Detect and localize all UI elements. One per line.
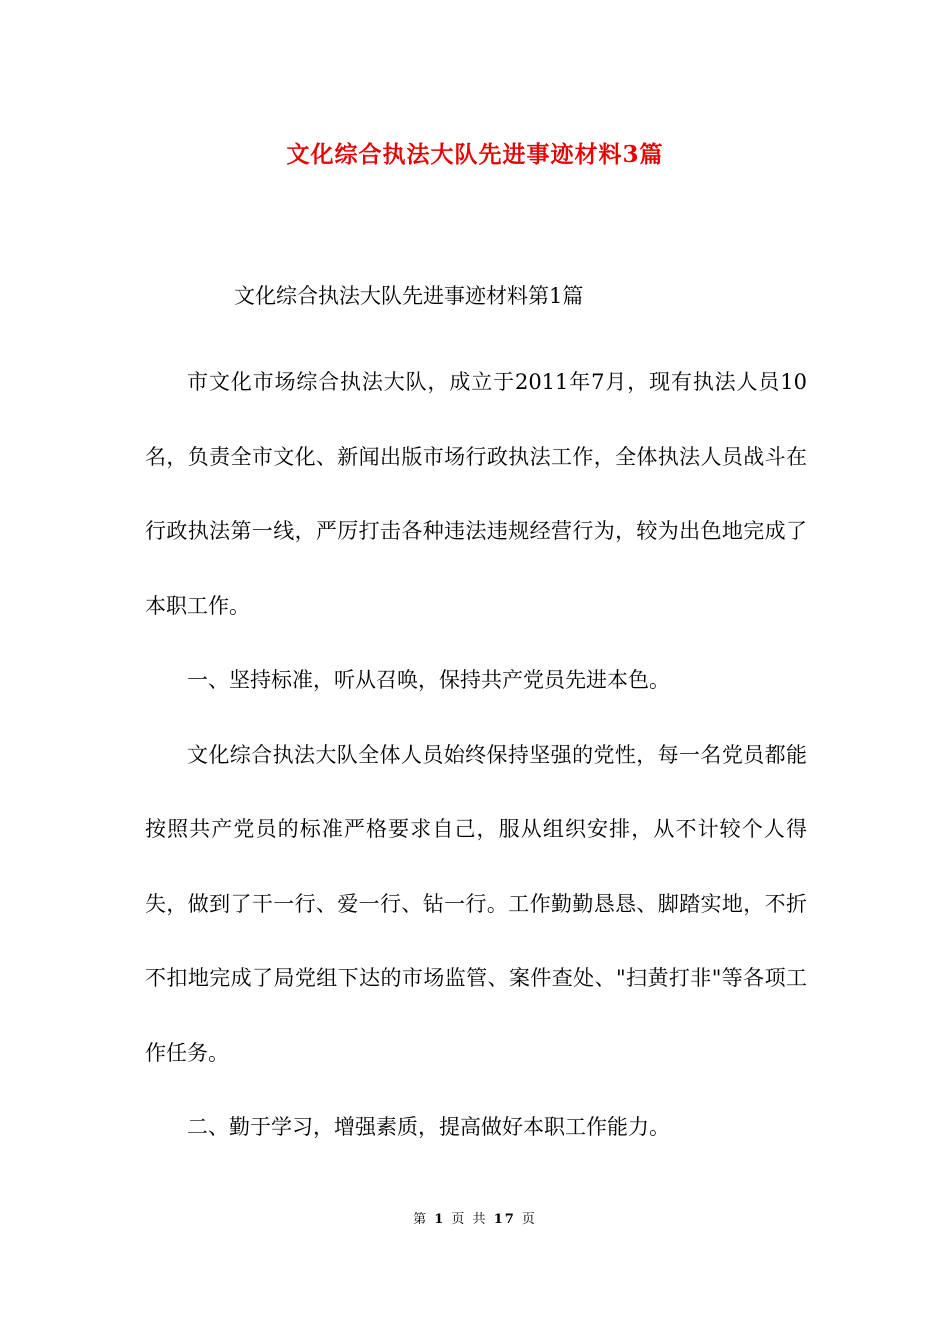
document-body xyxy=(145,345,807,1165)
paragraph: 二、勤于学习，增强素质，提高做好本职工作能力。 xyxy=(187,1115,670,1139)
page-footer xyxy=(0,1208,950,1227)
current-page-number: 1 xyxy=(434,1212,446,1227)
paragraph: 市文化市场综合执法大队，成立于2011年7月，现有执法人员10名，负责全市文化、新闻出版市场行政执法工作，全体执法人员战斗在行政执法第一线，严厉打击各种违法违规经营行为，较为出色地完成了本职工作。 xyxy=(145,370,807,618)
section-subtitle: 文化综合执法大队先进事迹材料第1篇 xyxy=(234,284,584,308)
footer-suffix: 页 xyxy=(521,1212,537,1227)
footer-prefix: 第 xyxy=(413,1212,429,1227)
footer-middle: 页 共 xyxy=(451,1212,488,1227)
document-title: 文化综合执法大队先进事迹材料3篇 xyxy=(286,141,664,168)
total-page-count: 17 xyxy=(493,1212,516,1227)
paragraph: 文化综合执法大队全体人员始终保持坚强的党性，每一名党员都能按照共产党员的标准严格要求自己，服从组织安排，从不计较个人得失，做到了干一行、爱一行、钻一行。工作勤勤恳恳、脚踏实地，不折不扣地完成了局党组下达的市场监管、案件查处、"扫黄打非"等各项工作任务。 xyxy=(145,742,807,1065)
paragraph: 一、坚持标准，听从召唤，保持共产党员先进本色。 xyxy=(187,668,670,692)
